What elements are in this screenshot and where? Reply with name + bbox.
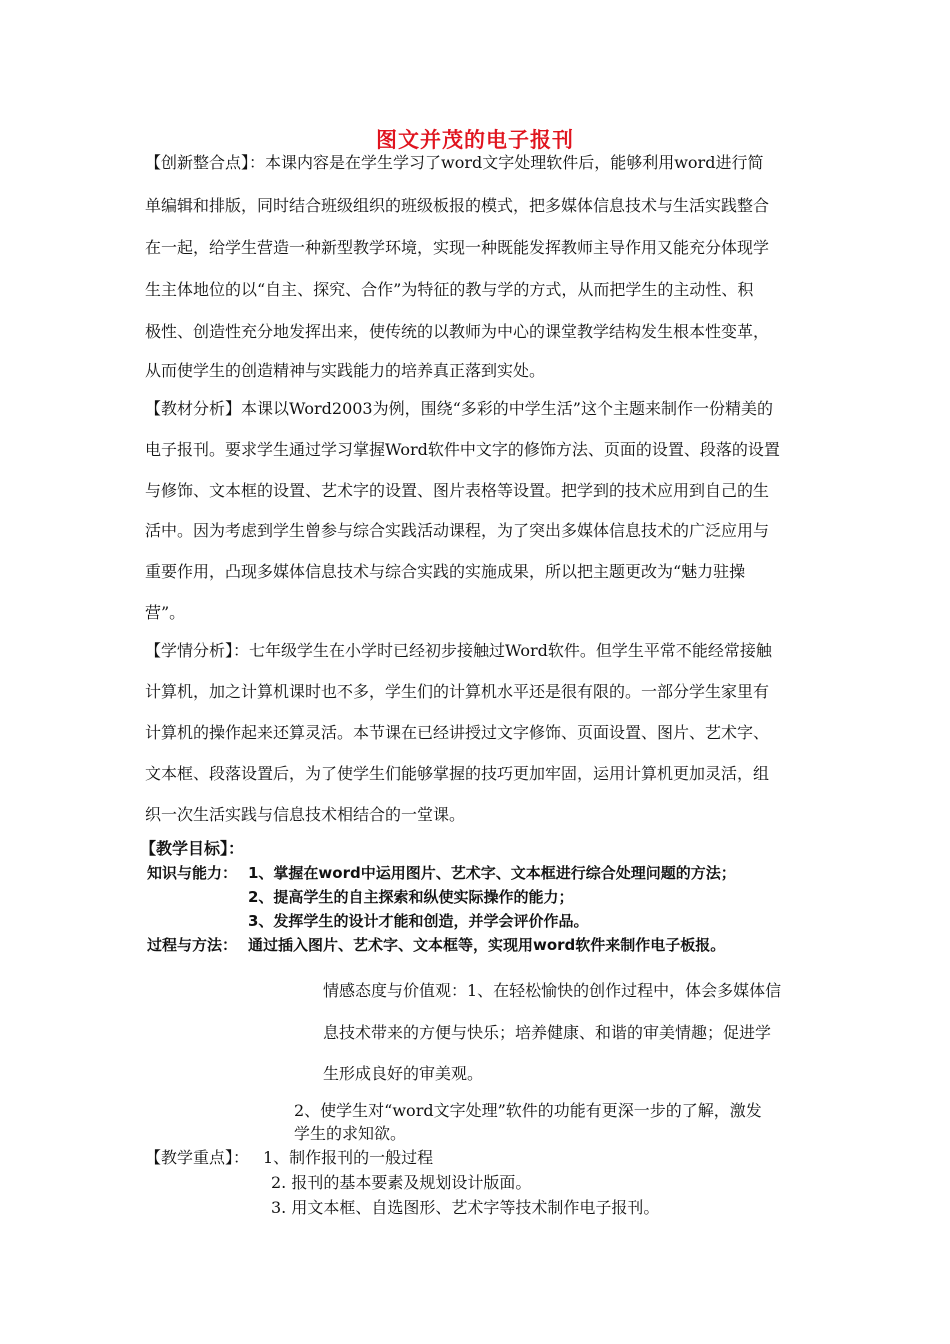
emotion-line: 息技术带来的方便与快乐；培养健康、和谐的审美情趣；促进学: [323, 1023, 772, 1042]
paragraph-line: 与修饰、文本框的设置、艺术字的设置、图片表格等设置。把学到的技术应用到自己的生: [145, 481, 770, 500]
paragraph-line: 在一起，给学生营造一种新型教学环境，实现一种既能发挥教师主导作用又能充分体现学: [145, 238, 770, 257]
knowledge-label: 知识与能力：: [147, 864, 238, 882]
paragraph-line: 【创新整合点】：本课内容是在学生学习了word文字处理软件后，能够利用word进行简: [145, 153, 764, 172]
knowledge-item: 3、发挥学生的设计才能和创造，并学会评价作品。: [248, 912, 589, 930]
paragraph-line: 活中。因为考虑到学生曾参与综合实践活动课程，为了突出多媒体信息技术的广泛应用与: [145, 521, 770, 540]
knowledge-item: 1、掌握在word中运用图片、艺术字、文本框进行综合处理问题的方法；: [248, 864, 736, 882]
paragraph-line: 织一次生活实践与信息技术相结合的一堂课。: [145, 805, 466, 824]
process-text: 通过插入图片、艺术字、文本框等，实现用word软件来制作电子板报。: [248, 936, 726, 954]
knowledge-item: 2、提高学生的自主探索和纵使实际操作的能力；: [248, 888, 574, 906]
paragraph-line: 电子报刊。要求学生通过学习掌握Word软件中文字的修饰方法、页面的设置、段落的设置: [145, 440, 780, 459]
emotion-line: 情感态度与价值观：1、在轻松愉快的创作过程中，体会多媒体信: [323, 981, 782, 1000]
paragraph-line: 生主体地位的以“自主、探究、合作”为特征的教与学的方式，从而把学生的主动性、积: [145, 280, 754, 299]
paragraph-line: 【教材分析】本课以Word2003为例，围绕“多彩的中学生活”这个主题来制作一份精美的: [145, 399, 773, 418]
keypoints-label: 【教学重点】：: [145, 1148, 250, 1167]
keypoint-item: 2. 报刊的基本要素及规划设计版面。: [271, 1173, 532, 1192]
paragraph-line: 计算机的操作起来还算灵活。本节课在已经讲授过文字修饰、页面设置、图片、艺术字、: [145, 723, 770, 742]
paragraph-line: 极性、创造性充分地发挥出来，使传统的以教师为中心的课堂教学结构发生根本性变革，: [145, 322, 770, 341]
paragraph-line: 营”。: [145, 603, 186, 622]
emotion-line: 生形成良好的审美观。: [323, 1064, 484, 1083]
keypoint-item: 3. 用文本框、自选图形、艺术字等技术制作电子报刊。: [271, 1198, 660, 1217]
process-label: 过程与方法：: [147, 936, 238, 954]
emotion-item2-line: 学生的求知欲。: [294, 1124, 407, 1143]
paragraph-line: 计算机，加之计算机课时也不多，学生们的计算机水平还是很有限的。一部分学生家里有: [145, 682, 770, 701]
paragraph-line: 重要作用，凸现多媒体信息技术与综合实践的实施成果，所以把主题更改为“魅力驻操: [145, 562, 746, 581]
emotion-item2-line: 2、使学生对“word文字处理”软件的功能有更深一步的了解，激发: [294, 1101, 762, 1120]
objectives-heading: 【教学目标】：: [140, 839, 245, 858]
paragraph-line: 单编辑和排版，同时结合班级组织的班级板报的模式，把多媒体信息技术与生活实践整合: [145, 196, 770, 215]
paragraph-line: 从而使学生的创造精神与实践能力的培养真正落到实处。: [145, 361, 546, 380]
keypoint-item: 1、制作报刊的一般过程: [263, 1148, 434, 1167]
paragraph-line: 【学情分析】：七年级学生在小学时已经初步接触过Word软件。但学生平常不能经常接触: [145, 641, 772, 660]
paragraph-line: 文本框、段落设置后，为了使学生们能够掌握的技巧更加牢固，运用计算机更加灵活，组: [145, 764, 770, 783]
page-title: 图文并茂的电子报刊: [376, 128, 574, 152]
